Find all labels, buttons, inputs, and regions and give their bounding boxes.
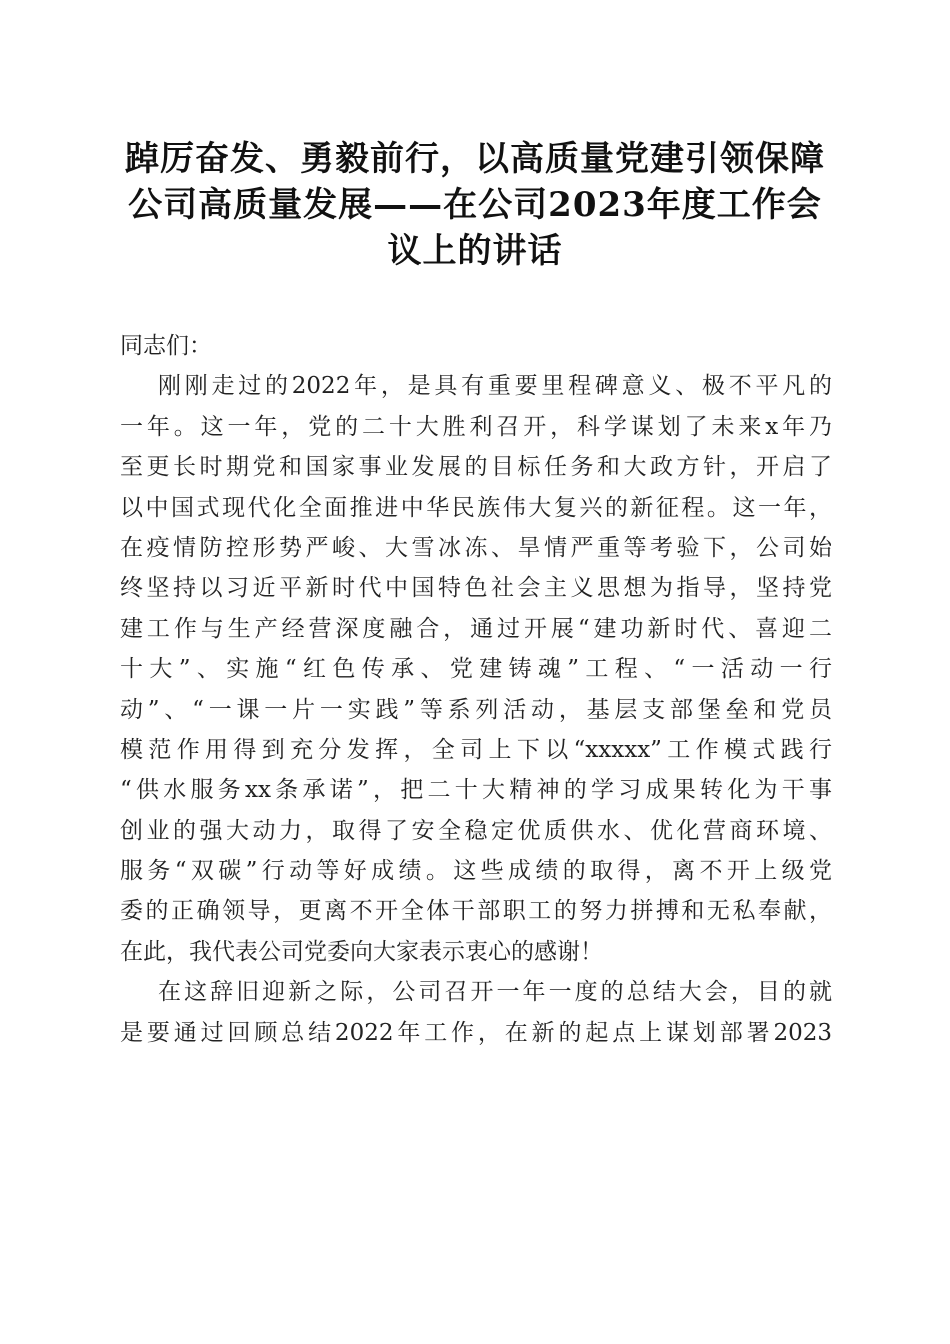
text-line: 以中国式现代化全面推进中华民族伟大复兴的新征程。这一年，: [120, 494, 832, 521]
text-line: 动”、“一课一片一实践”等系列活动，基层支部堡垒和党员: [120, 696, 832, 723]
text-line: 服务“双碳”行动等好成绩。这些成绩的取得，离不开上级党: [120, 858, 832, 885]
paragraph: [120, 366, 832, 972]
title-line: 踔厉奋发、勇毅前行，以高质量党建引领保障: [125, 139, 825, 179]
text-line: “供水服务xx条承诺”，把二十大精神的学习成果转化为干事: [120, 777, 832, 804]
title-line: 议上的讲话: [387, 231, 563, 271]
paragraph: [120, 972, 832, 1053]
text-line: 在此，我代表公司党委向大家表示衷心的感谢！: [120, 938, 603, 965]
title-line: 公司高质量发展——在公司2023年度工作会: [128, 185, 822, 225]
text-line: 创业的强大动力，取得了安全稳定优质供水、优化营商环境、: [120, 817, 832, 844]
text-line: 委的正确领导，更离不开全体干部职工的努力拼搏和无私奉献，: [120, 898, 832, 925]
text-line: 十大”、实施“红色传承、党建铸魂”工程、“一活动一行: [120, 656, 832, 683]
text-line: 在这辞旧迎新之际，公司召开一年一度的总结大会，目的就: [158, 979, 832, 1006]
salutation: 同志们：: [120, 333, 212, 359]
text-line: 一年。这一年，党的二十大胜利召开，科学谋划了未来x年乃: [120, 413, 832, 440]
text-line: 至更长时期党和国家事业发展的目标任务和大政方针，开启了: [120, 454, 832, 481]
text-line: 模范作用得到充分发挥，全司上下以“xxxxx”工作模式践行: [120, 736, 832, 763]
text-line: 刚刚走过的2022年，是具有重要里程碑意义、极不平凡的: [158, 373, 832, 400]
document-body: [120, 326, 832, 1053]
text-line: 是要通过回顾总结2022年工作，在新的起点上谋划部署2023: [120, 1019, 832, 1046]
text-line: 终坚持以习近平新时代中国特色社会主义思想为指导，坚持党: [120, 575, 832, 602]
document-title: [110, 136, 840, 274]
text-line: 在疫情防控形势严峻、大雪冰冻、旱情严重等考验下，公司始: [120, 534, 832, 561]
text-line: 建工作与生产经营深度融合，通过开展“建功新时代、喜迎二: [120, 615, 832, 642]
